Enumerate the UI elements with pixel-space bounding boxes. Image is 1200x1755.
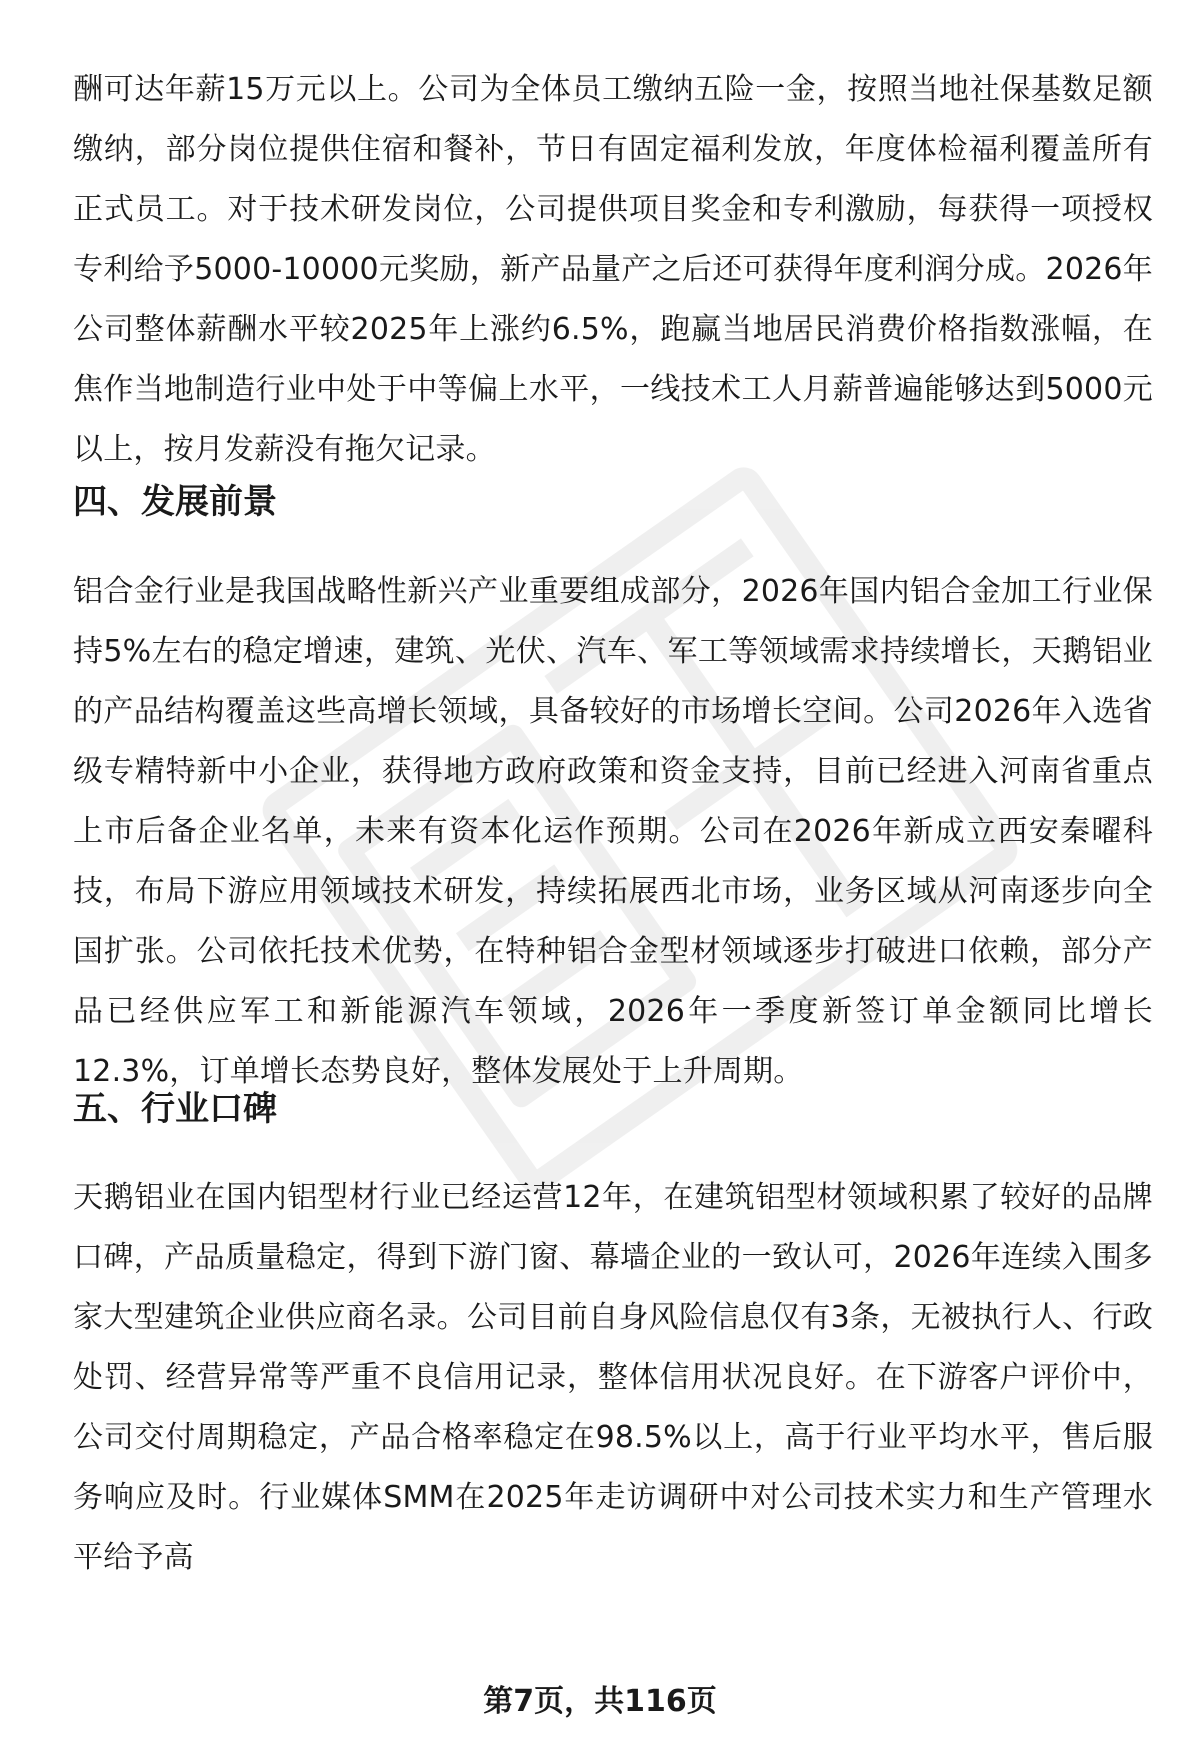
page-number-footer: 第7页，共116页 xyxy=(483,1684,717,1719)
section-heading-reputation: 五、行业口碑 xyxy=(73,1089,277,1129)
section-heading-development: 四、发展前景 xyxy=(73,482,277,522)
paragraph-development: 铝合金行业是我国战略性新兴产业重要组成部分，2026年国内铝合金加工行业保持5%左右的稳定增速，建筑、光伏、汽车、军工等领域需求持续增长，天鹅铝业的产品结构覆盖这些高增长领域，具备较好的市场增长空间。公司2026年入选省级专精特新中小企业，获得地方政府政策和资金支持，目前已经进入河南省重点上市后备企业名单，未来有资本化运作预期。公司在2026年新成立西安秦曜科技，布局下游应用领域技术研发，持续拓展西北市场，业务区域从河南逐步向全国扩张。公司依托技术优势，在特种铝合金型材领域逐步打破进口依赖，部分产品已经供应军工和新能源汽车领域，2026年一季度新签订单金额同比增长12.3%，订单增长态势良好，整体发展处于上升周期。 xyxy=(73,574,1153,1089)
paragraph-reputation: 天鹅铝业在国内铝型材行业已经运营12年，在建筑铝型材领域积累了较好的品牌口碑，产品质量稳定，得到下游门窗、幕墙企业的一致认可，2026年连续入围多家大型建筑企业供应商名录。公司目前自身风险信息仅有3条，无被执行人、行政处罚、经营异常等严重不良信用记录，整体信用状况良好。在下游客户评价中，公司交付周期稳定，产品合格率稳定在98.5%以上，高于行业平均水平，售后服务响应及时。行业媒体SMM在2025年走访调研中对公司技术实力和生产管理水平给予高 xyxy=(73,1180,1153,1575)
paragraph-compensation: 酬可达年薪15万元以上。公司为全体员工缴纳五险一金，按照当地社保基数足额缴纳，部分岗位提供住宿和餐补，节日有固定福利发放，年度体检福利覆盖所有正式员工。对于技术研发岗位，公司提供项目奖金和专利激励，每获得一项授权专利给予5000-10000元奖励，新产品量产之后还可获得年度利润分成。2026年公司整体薪酬水平较2025年上涨约6.5%，跑赢当地居民消费价格指数涨幅，在焦作当地制造行业中处于中等偏上水平，一线技术工人月薪普遍能够达到5000元以上，按月发薪没有拖欠记录。 xyxy=(73,72,1153,467)
